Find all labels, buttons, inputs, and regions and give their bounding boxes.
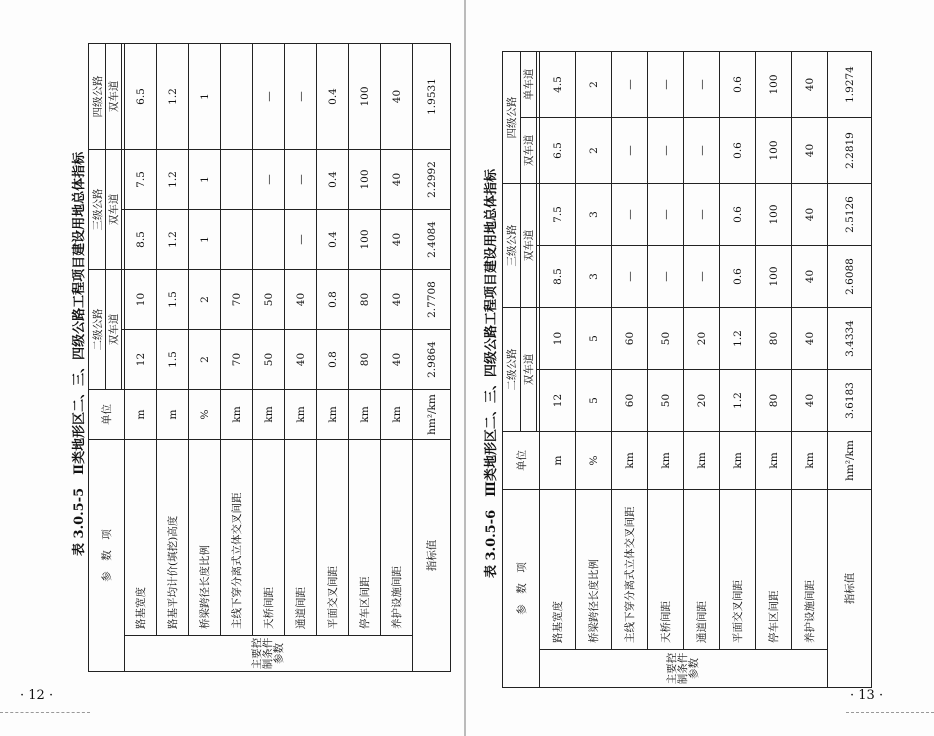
param-name: 桥梁跨径长度比例 xyxy=(189,440,221,636)
table-row xyxy=(253,44,285,672)
value-cell: 1.5 xyxy=(157,270,189,330)
value-cell: — xyxy=(612,52,648,118)
value-cell: 60 xyxy=(612,308,648,370)
value-cell: 40 xyxy=(792,118,828,184)
value-cell: 1.2 xyxy=(157,210,189,270)
value-cell: 12 xyxy=(125,330,157,390)
value-cell: 20 xyxy=(684,370,720,432)
value-cell: — xyxy=(285,44,317,150)
value-cell: 1.2 xyxy=(720,308,756,370)
value-cell: 1.2 xyxy=(720,370,756,432)
value-cell: 70 xyxy=(221,330,253,390)
unit-cell: m xyxy=(157,390,189,440)
value-cell: 40 xyxy=(792,184,828,246)
value-cell: — xyxy=(684,184,720,246)
value-cell: 7.5 xyxy=(540,184,576,246)
param-name: 养护设施间距 xyxy=(792,490,828,650)
value-cell: — xyxy=(648,184,684,246)
value-cell: — xyxy=(612,246,648,308)
total-value: 3.4334 xyxy=(828,308,872,370)
value-cell: 12 xyxy=(540,370,576,432)
value-cell xyxy=(221,44,253,150)
right-header-road4: 四级公路 xyxy=(503,52,521,184)
table-row xyxy=(792,52,828,688)
left-table-caption: 表 3.0.5-5 Ⅱ类地形区二、三、四级公路工程项目建设用地总体指标 xyxy=(72,151,87,556)
param-name: 天桥间距 xyxy=(648,490,684,650)
value-cell: 5 xyxy=(576,370,612,432)
unit-cell: km xyxy=(756,432,792,490)
value-cell xyxy=(221,150,253,210)
right-header-unit: 单位 xyxy=(503,432,540,490)
value-cell: 70 xyxy=(221,270,253,330)
unit-cell: % xyxy=(576,432,612,490)
unit-cell: km xyxy=(253,390,285,440)
value-cell: 6.5 xyxy=(125,44,157,150)
value-cell xyxy=(253,210,285,270)
value-cell: 100 xyxy=(756,184,792,246)
right-table-wrapper xyxy=(502,51,872,688)
total-unit: hm²/km xyxy=(828,432,872,490)
param-name: 天桥间距 xyxy=(253,440,285,636)
param-name: 平面交叉间距 xyxy=(720,490,756,650)
value-cell xyxy=(221,210,253,270)
table-row xyxy=(317,44,349,672)
unit-cell: km xyxy=(648,432,684,490)
value-cell: 3 xyxy=(576,246,612,308)
right-header-road2: 二级公路 xyxy=(503,308,521,432)
unit-cell: % xyxy=(189,390,221,440)
param-name: 路基宽度 xyxy=(540,490,576,650)
left-header-param: 参 数 项 xyxy=(89,440,125,672)
value-cell: 7.5 xyxy=(125,150,157,210)
param-name: 停车区间距 xyxy=(756,490,792,650)
value-cell: 8.5 xyxy=(125,210,157,270)
value-cell: 0.6 xyxy=(720,184,756,246)
left-header-road4: 四级公路 xyxy=(89,44,106,150)
unit-cell: m xyxy=(540,432,576,490)
value-cell: — xyxy=(684,246,720,308)
left-table-wrapper xyxy=(88,43,451,672)
unit-cell: km xyxy=(612,432,648,490)
value-cell: 2 xyxy=(576,52,612,118)
table-row xyxy=(349,44,381,672)
value-cell: 100 xyxy=(349,210,381,270)
total-value: 2.7708 xyxy=(413,270,451,330)
value-cell: — xyxy=(648,52,684,118)
total-value: 2.4084 xyxy=(413,210,451,270)
value-cell: 100 xyxy=(756,118,792,184)
right-page xyxy=(466,0,934,736)
value-cell: 80 xyxy=(756,308,792,370)
value-cell: 50 xyxy=(648,370,684,432)
table-row xyxy=(285,44,317,672)
value-cell: — xyxy=(648,246,684,308)
total-value: 2.5126 xyxy=(828,184,872,246)
total-value: 2.2819 xyxy=(828,118,872,184)
value-cell: — xyxy=(253,150,285,210)
unit-cell: m xyxy=(125,390,157,440)
unit-cell: km xyxy=(684,432,720,490)
table-row xyxy=(756,52,792,688)
value-cell: 100 xyxy=(349,150,381,210)
total-value: 1.9531 xyxy=(413,44,451,150)
total-value: 2.6088 xyxy=(828,246,872,308)
table-row xyxy=(189,44,221,672)
value-cell: 0.4 xyxy=(317,44,349,150)
total-unit: hm²/km xyxy=(413,390,451,440)
total-label: 指标值 xyxy=(413,440,451,672)
total-label: 指标值 xyxy=(828,490,872,688)
value-cell: — xyxy=(648,118,684,184)
unit-cell: km xyxy=(349,390,381,440)
value-cell: 40 xyxy=(381,150,413,210)
right-header-param: 参 数 项 xyxy=(503,490,540,688)
table-row xyxy=(612,52,648,688)
value-cell: 6.5 xyxy=(540,118,576,184)
total-row xyxy=(413,44,451,672)
value-cell: 10 xyxy=(540,308,576,370)
value-cell: 1.2 xyxy=(157,150,189,210)
value-cell: 2 xyxy=(189,330,221,390)
unit-cell: km xyxy=(720,432,756,490)
param-name: 路基宽度 xyxy=(125,440,157,636)
left-header-lane-2: 双车道 xyxy=(106,270,122,390)
value-cell: 1 xyxy=(189,44,221,150)
left-header-lane-4: 双车道 xyxy=(106,44,122,150)
value-cell: 10 xyxy=(125,270,157,330)
total-row xyxy=(828,52,872,688)
value-cell: 50 xyxy=(253,330,285,390)
value-cell: 40 xyxy=(381,210,413,270)
value-cell: 60 xyxy=(612,370,648,432)
value-cell: 0.8 xyxy=(317,330,349,390)
scan-mark xyxy=(0,712,90,713)
group-label: 主要控制条件参数 xyxy=(125,636,413,672)
value-cell: 20 xyxy=(684,308,720,370)
unit-cell: km xyxy=(221,390,253,440)
total-value: 3.6183 xyxy=(828,370,872,432)
value-cell: 40 xyxy=(381,270,413,330)
value-cell: — xyxy=(612,118,648,184)
value-cell: 40 xyxy=(792,246,828,308)
table-row xyxy=(540,52,576,688)
value-cell: 2 xyxy=(189,270,221,330)
value-cell: — xyxy=(285,150,317,210)
table-row xyxy=(221,44,253,672)
value-cell: 40 xyxy=(792,308,828,370)
value-cell: — xyxy=(684,118,720,184)
right-page-number: · 13 · xyxy=(850,688,884,703)
value-cell: 5 xyxy=(576,308,612,370)
value-cell: 4.5 xyxy=(540,52,576,118)
param-name: 通道间距 xyxy=(285,440,317,636)
value-cell: 0.4 xyxy=(317,150,349,210)
value-cell: 3 xyxy=(576,184,612,246)
param-name: 路基平均计价(填挖)高度 xyxy=(157,440,189,636)
right-table xyxy=(502,51,872,688)
table-row xyxy=(125,44,157,672)
value-cell: 0.6 xyxy=(720,52,756,118)
unit-cell: km xyxy=(285,390,317,440)
left-table xyxy=(88,43,451,672)
value-cell: — xyxy=(684,52,720,118)
right-header-road3: 三级公路 xyxy=(503,184,521,308)
value-cell: — xyxy=(285,210,317,270)
param-name: 养护设施间距 xyxy=(381,440,413,636)
value-cell: 2 xyxy=(576,118,612,184)
table-row xyxy=(684,52,720,688)
value-cell: 50 xyxy=(253,270,285,330)
value-cell: 80 xyxy=(349,270,381,330)
value-cell: 0.4 xyxy=(317,210,349,270)
table-row xyxy=(720,52,756,688)
value-cell: 40 xyxy=(381,330,413,390)
param-name: 通道间距 xyxy=(684,490,720,650)
value-cell: 40 xyxy=(381,44,413,150)
value-cell: 50 xyxy=(648,308,684,370)
value-cell: 1 xyxy=(189,210,221,270)
table-row xyxy=(157,44,189,672)
scan-mark xyxy=(846,712,934,713)
unit-cell: km xyxy=(792,432,828,490)
value-cell: 100 xyxy=(756,52,792,118)
unit-cell: km xyxy=(381,390,413,440)
total-value: 2.9864 xyxy=(413,330,451,390)
left-header-road3: 三级公路 xyxy=(89,150,106,270)
right-header-single-4: 单车道 xyxy=(521,52,537,118)
value-cell: 100 xyxy=(349,44,381,150)
value-cell: — xyxy=(612,184,648,246)
value-cell: — xyxy=(253,44,285,150)
param-name: 停车区间距 xyxy=(349,440,381,636)
left-header-unit: 单位 xyxy=(89,390,125,440)
value-cell: 40 xyxy=(285,330,317,390)
value-cell: 80 xyxy=(349,330,381,390)
value-cell: 0.8 xyxy=(317,270,349,330)
total-value: 1.9274 xyxy=(828,52,872,118)
right-table-caption: 表 3.0.5-6 Ⅲ类地形区二、三、四级公路工程项目建设用地总体指标 xyxy=(484,169,499,578)
left-header-road2: 二级公路 xyxy=(89,270,106,390)
value-cell: 0.6 xyxy=(720,118,756,184)
value-cell: 40 xyxy=(285,270,317,330)
value-cell: 1.2 xyxy=(157,44,189,150)
total-value: 2.2992 xyxy=(413,150,451,210)
value-cell: 40 xyxy=(792,52,828,118)
param-name: 平面交叉间距 xyxy=(317,440,349,636)
left-page xyxy=(0,0,466,736)
value-cell: 0.6 xyxy=(720,246,756,308)
right-header-lane-3: 双车道 xyxy=(521,184,537,308)
right-header-lane-4: 双车道 xyxy=(521,118,537,184)
left-header-lane-3: 双车道 xyxy=(106,150,122,270)
param-name: 主线下穿分离式立体交叉间距 xyxy=(221,440,253,636)
param-name: 主线下穿分离式立体交叉间距 xyxy=(612,490,648,650)
left-page-number: · 12 · xyxy=(20,688,54,703)
value-cell: 1.5 xyxy=(157,330,189,390)
value-cell: 1 xyxy=(189,150,221,210)
unit-cell: km xyxy=(317,390,349,440)
table-row xyxy=(576,52,612,688)
value-cell: 40 xyxy=(792,370,828,432)
right-header-lane-2: 双车道 xyxy=(521,308,537,432)
table-row xyxy=(381,44,413,672)
param-name: 桥梁跨径长度比例 xyxy=(576,490,612,650)
value-cell: 100 xyxy=(756,246,792,308)
value-cell: 8.5 xyxy=(540,246,576,308)
table-row xyxy=(648,52,684,688)
group-label: 主要控制条件参数 xyxy=(540,650,828,688)
value-cell: 80 xyxy=(756,370,792,432)
